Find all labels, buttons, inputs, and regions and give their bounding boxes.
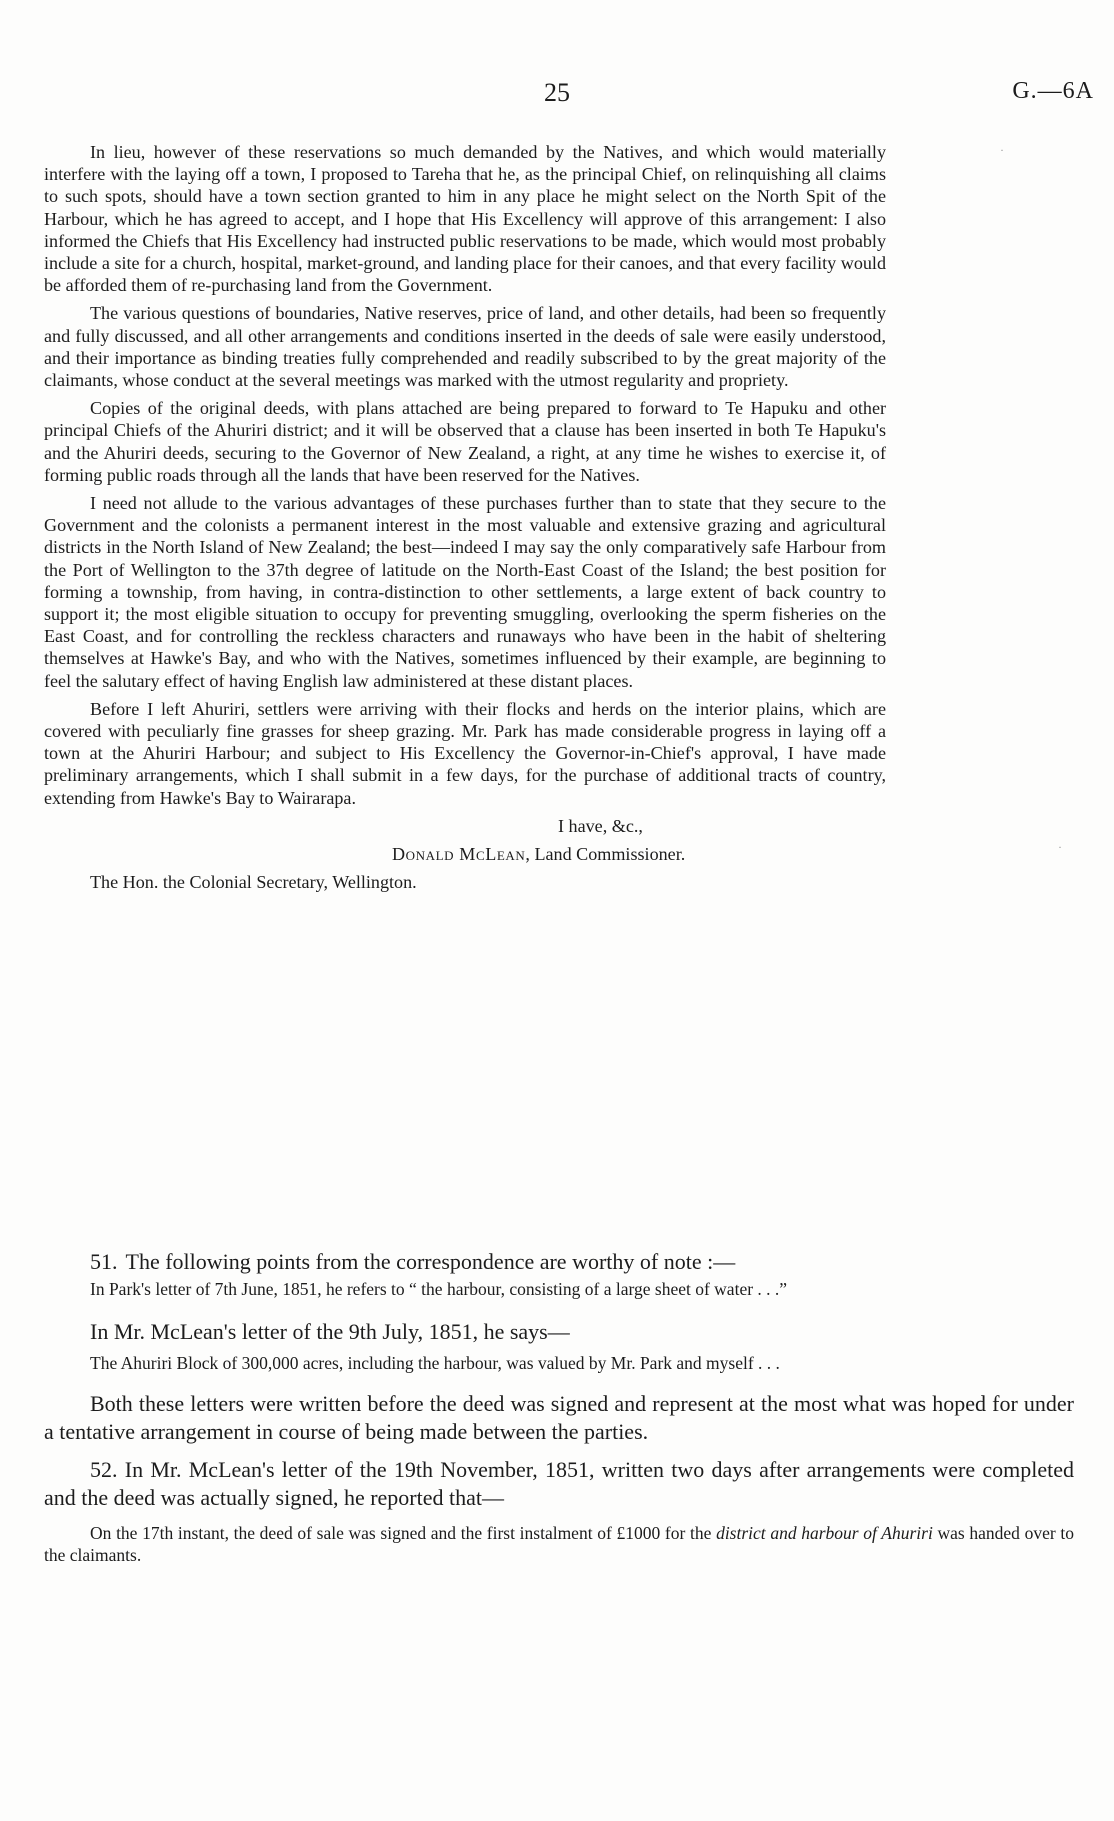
page-number: 25 xyxy=(544,78,570,107)
mclean-july-intro: In Mr. McLean's letter of the 9th July, 1851, he says— xyxy=(90,1319,570,1344)
letter-paragraph: The various questions of boundaries, Native reserves, price of land, and other details, had been so frequently and fully discussed, and all other arrangements and conditions inserted in the deeds of sale were easily understood, and their importance as binding treaties fully comprehended and readily subscribed to by the great majority of the claimants, whose conduct at the several meetings was marked with the utmost regularity and propriety. xyxy=(44,303,886,391)
report-section xyxy=(44,1248,1074,1582)
margin-mark: · xyxy=(1000,143,1004,157)
signature-line xyxy=(392,843,685,865)
addressee: The Hon. the Colonial Secretary, Wellington. xyxy=(90,871,417,892)
document-reference: G.—6A xyxy=(1012,78,1094,104)
margin-mark: · xyxy=(1058,840,1062,854)
letter-paragraph: In lieu, however of these reservations so much demanded by the Natives, and which would materially interfere with the laying off a town, I proposed to Tareha that he, as the principal Chief, on relinquishing all claims to such spots, should have a town section granted to him in any place he might select on the North Spit of the Harbour, which he has agreed to accept, and I hope that His Excellency will approve of this arrangement: I also informed the Chiefs that His Excellency had instructed public reservations to be made, which would most probably include a site for a church, hospital, market-ground, and landing place for their canoes, and that every facility would be afforded them of re-purchasing land from the Government. xyxy=(44,142,886,296)
closing-phrase: I have, &c., xyxy=(558,815,643,836)
quote-mclean-november: On the 17th instant, the deed of sale was signed and the first instalment of £1000 for the district and harbour of Ahuriri was handed over to the claimants. xyxy=(44,1523,1074,1565)
paragraph-number: 51. xyxy=(90,1249,118,1274)
signatory-name: Donald McLean xyxy=(392,843,526,864)
paragraph-number: 52. xyxy=(90,1457,118,1482)
letter-closing xyxy=(44,815,886,899)
quote-mclean-july: The Ahuriri Block of 300,000 acres, including the harbour, was valued by Mr. Park and myself . . . xyxy=(90,1353,780,1373)
italic-emphasis: district and harbour of Ahuriri xyxy=(716,1523,933,1543)
paragraph-51-intro: 51. The following points from the correspondence are worthy of note :— xyxy=(90,1249,736,1274)
letter-paragraph: Copies of the original deeds, with plans attached are being prepared to forward to Te Hapuku and other principal Chiefs of the Ahuriri district; and it will be observed that a clause has been inserted in both Te Hapuku's and the Ahuriri deeds, securing to the Governor of New Zealand, a right, at any time he wishes to exercise it, of forming public roads through all the lands that have been reserved for the Natives. xyxy=(44,398,886,485)
paragraph-52-intro: 52. In Mr. McLean's letter of the 19th November, 1851, written two days after arrangements were completed and the deed was actually signed, he reported that— xyxy=(44,1457,1075,1510)
letter-body xyxy=(44,141,886,899)
letter-paragraph: Before I left Ahuriri, settlers were arriving with their flocks and herds on the interior plains, which are covered with peculiarly fine grasses for sheep grazing. Mr. Park has made considerable progress in laying off a town at the Ahuriri Harbour; and subject to His Excellency the Governor-in-Chief's approval, I have made preliminary arrangements, which I shall submit in a few days, for the purchase of additional tracts of country, extending from Hawke's Bay to Wairarapa. xyxy=(44,698,886,808)
letter-paragraph: I need not allude to the various advantages of these purchases further than to state that they secure to the Government and the colonists a permanent interest in the most valuable and extensive grazing and agricultural districts in the North Island of New Zealand; the best—indeed I may say the only comparatively safe Harbour from the Port of Wellington to the 37th degree of latitude on the North-East Coast of the Island; the best position for forming a township, from having, in contra-distinction to other settlements, a large extent of back country to support it; the most eligible situation to occupy for preventing smuggling, overlooking the sperm fisheries on the East Coast, and for controlling the reckless characters and runaways who have been in the habit of sheltering themselves at Hawke's Bay, and who with the Natives, sometimes influenced by their example, are beginning to feel the salutary effect of having English law administered at these distant places. xyxy=(44,493,886,691)
quote-park-letter: In Park's letter of 7th June, 1851, he refers to “ the harbour, consisting of a large sheet of water . . .” xyxy=(90,1279,788,1299)
signatory-title: , Land Commissioner. xyxy=(525,843,686,864)
paragraph-51-body: Both these letters were written before the deed was signed and represent at the most what was hoped for under a tentative arrangement in course of being made between the parties. xyxy=(44,1391,1074,1444)
